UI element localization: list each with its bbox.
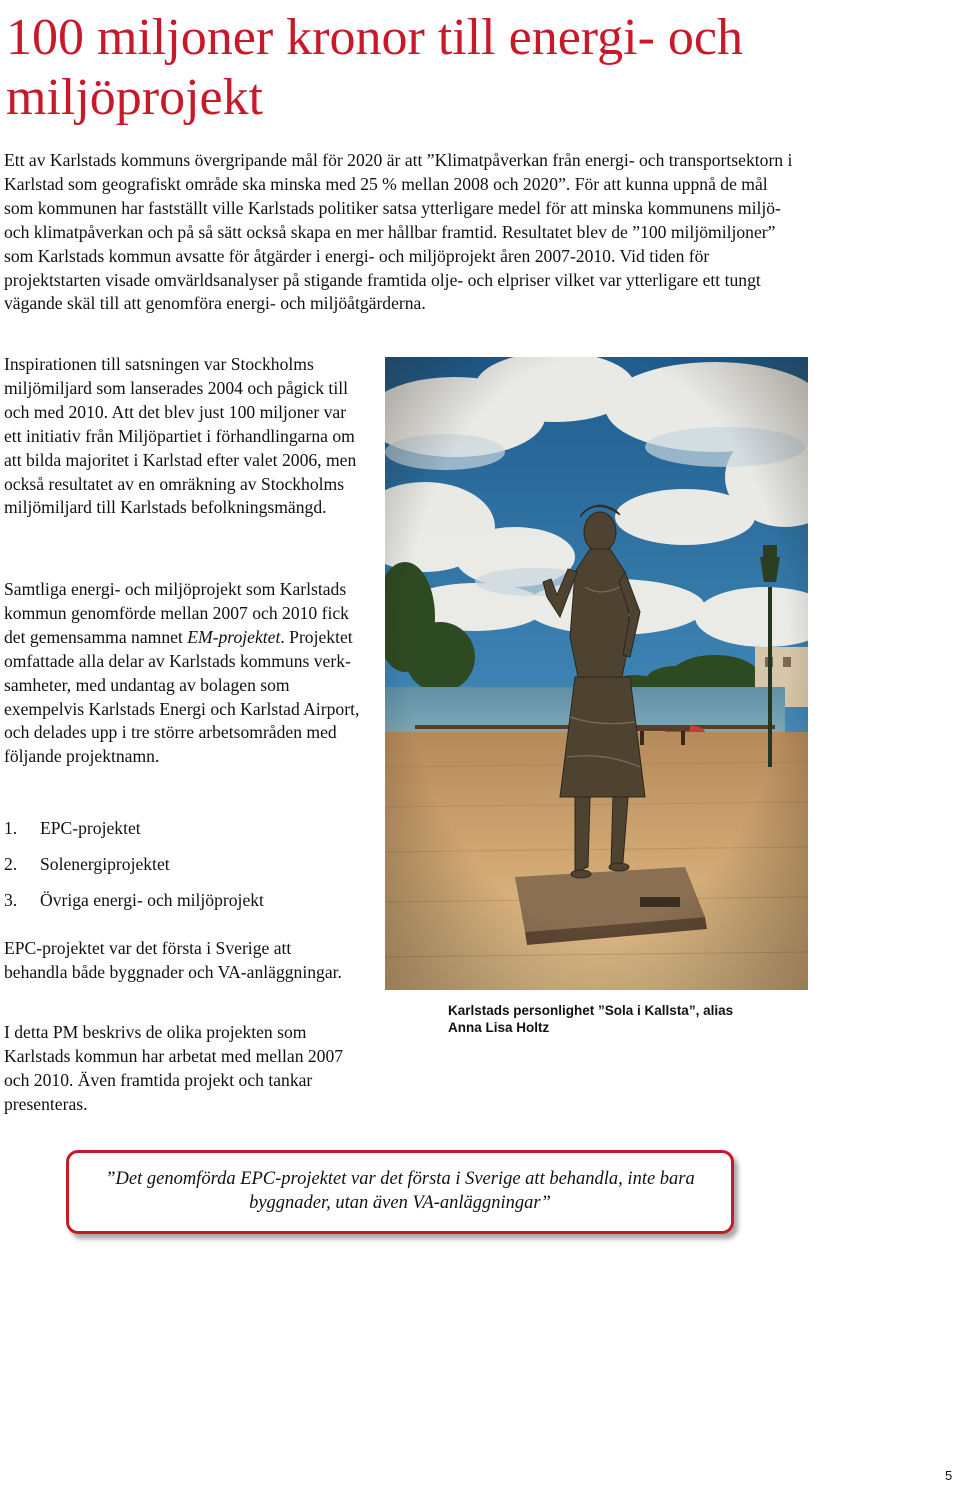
list-number: 2. <box>4 854 18 874</box>
list-label: EPC-projektet <box>40 818 141 838</box>
list-item <box>4 888 264 924</box>
epc-paragraph: EPC-projektet var det första i Sverige att behandla både byggnader och VA-anläggningar. <box>4 938 342 982</box>
intro-paragraph: Ett av Karlstads kommuns övergripande mål för 2020 är att ”Klimatpåverkan från energi- och transportsektorn i Karlstad som geografiskt område ska minska med 25 % mellan 2008 och 2020”. För att kunna uppnå de mål som kommunen har fastställt ville Karlstads politiker satsa ytterligare medel för att minska kommunens miljö- och klimatpåverkan och på så sätt också skapa en mer hållbar framtid. Resultatet blev de ”100 miljömiljoner” som Karlstads kommun avsatte för åtgärder i energi- och miljöprojekt åren 2007-2010. Vid tiden för projektstarten visade omvärldsanalyser på stigande framtida olje- och elpriser vilket var ytterligare ett tungt vägande skäl till att genomföra energi- och miljöåtgärderna. <box>4 150 793 314</box>
photo-caption: Karlstads personlighet ”Sola i Kallsta”, alias Anna Lisa Holtz <box>448 1003 734 1035</box>
list-item <box>4 852 264 888</box>
page-title: 100 miljoner kronor till energi- och miljöprojekt <box>6 9 743 126</box>
samtliga-text-before: Samtliga energi- och miljöprojekt som Karlstads kommun genomförde mellan 2007 och 2010 fick det gemensamma namnet <box>4 579 349 647</box>
samtliga-paragraph <box>4 578 364 769</box>
quote-box <box>66 1150 734 1234</box>
inspiration-paragraph: Inspirationen till satsningen var Stockholms miljömiljard som lanserades 2004 och pågick till och med 2010. Att det blev just 100 miljoner var ett initiativ från Miljöpartiet i förhandlingarna om att bilda majoritet i Karlstad efter valet 2006, men också resultatet av en omräkning av Stockholms miljömiljard till Karlstads befolkningsmängd. <box>4 354 357 518</box>
pull-quote: ”Det genomförda EPC-projektet var det första i Sverige att behandla, inte bara byggnader, utan även VA-anläggningar” <box>105 1169 695 1213</box>
em-projektet-name: EM-projektet <box>187 626 281 647</box>
list-label: Övriga energi- och miljöprojekt <box>40 890 264 910</box>
pm-paragraph: I detta PM beskrivs de olika projekten som Karlstads kommun har arbetat med mellan 2007 och 2010. Även framtida projekt och tankar presenteras. <box>4 1022 344 1114</box>
list-item <box>4 816 264 852</box>
statue-photo <box>385 357 808 990</box>
page-number: 5 <box>945 1468 953 1483</box>
list-number: 1. <box>4 818 18 838</box>
list-label: Solenergiprojektet <box>40 854 170 874</box>
samtliga-text-after: . Projektet omfattade alla delar av Karlstads kommuns verk-samheter, med undantag av bolagen som exempelvis Karlstads Energi och Karlstad Airport, och delades upp i tre större arbetsområden med följande projektnamn. <box>4 626 360 767</box>
list-number: 3. <box>4 890 18 910</box>
project-list <box>4 816 264 924</box>
